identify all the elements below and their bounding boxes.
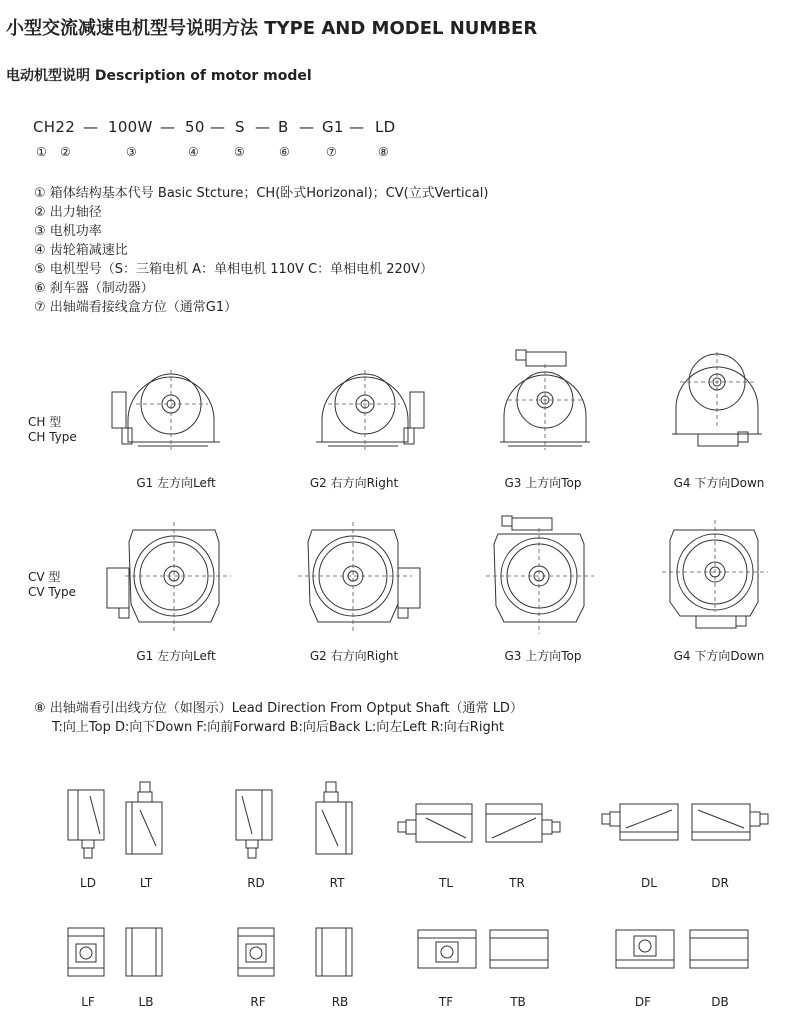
ch-type-label bbox=[28, 415, 77, 445]
lead-lt-label: LT bbox=[139, 876, 153, 890]
description-item: ② 出力轴径 bbox=[34, 205, 102, 220]
code-number: ⑤ bbox=[234, 145, 245, 159]
description-item: ① 箱体结构基本代号 Basic Stcture；CH(卧式Horizonal)；CV(立式Vertical) bbox=[34, 186, 489, 201]
ch-g4-caption: G4 下方向Down bbox=[673, 476, 765, 490]
lead-tr-diagram bbox=[482, 798, 566, 848]
ch-g3-caption: G3 上方向Top bbox=[504, 476, 582, 490]
cv-g1-caption: G1 左方向Left bbox=[136, 649, 216, 663]
lead-tb-diagram bbox=[486, 926, 552, 974]
code-part: CH22 bbox=[33, 118, 76, 136]
lead-dl-diagram bbox=[598, 798, 684, 848]
lead-db-diagram bbox=[686, 926, 752, 974]
code-dash: — bbox=[299, 118, 315, 136]
lead-rt-diagram bbox=[312, 780, 362, 862]
description-item: ④ 齿轮箱减速比 bbox=[34, 243, 128, 258]
cv-g2-caption: G2 右方向Right bbox=[309, 649, 399, 663]
code-dash: — bbox=[83, 118, 99, 136]
lead-tf-label: TF bbox=[438, 995, 454, 1009]
ch-g1-caption: G1 左方向Left bbox=[136, 476, 216, 490]
ch-g4-diagram bbox=[668, 352, 768, 450]
lead-tl-diagram bbox=[396, 798, 476, 848]
lead-dr-label: DR bbox=[711, 876, 729, 890]
lead-db-label: DB bbox=[711, 995, 729, 1009]
lead-lf-diagram bbox=[62, 924, 112, 980]
code-number: ⑥ bbox=[279, 145, 290, 159]
cv-g4-diagram bbox=[660, 520, 770, 638]
lead-rb-diagram bbox=[310, 924, 360, 980]
code-number: ⑧ bbox=[378, 145, 389, 159]
lead-rf-label: RF bbox=[250, 995, 266, 1009]
code-part: G1 bbox=[322, 118, 344, 136]
code-number: ① bbox=[36, 145, 47, 159]
ch-g2-caption: G2 右方向Right bbox=[309, 476, 399, 490]
code-number: ② bbox=[60, 145, 71, 159]
description-item: ③ 电机功率 bbox=[34, 224, 102, 239]
code-dash: — bbox=[255, 118, 271, 136]
lead-lf-label: LF bbox=[81, 995, 95, 1009]
page-title: 小型交流减速电机型号说明方法 TYPE AND MODEL NUMBER bbox=[6, 18, 538, 39]
code-number: ③ bbox=[126, 145, 137, 159]
cv-type-label-en: CV Type bbox=[28, 585, 76, 599]
cv-type-label bbox=[28, 570, 76, 600]
lead-rd-diagram bbox=[230, 786, 280, 864]
lead-ld-label: LD bbox=[80, 876, 96, 890]
cv-g3-caption: G3 上方向Top bbox=[504, 649, 582, 663]
lead-direction-title: ⑧ 出轴端看引出线方位（如图示）Lead Direction From Optput Shaft（通常 LD） bbox=[34, 701, 523, 716]
cv-g2-diagram bbox=[290, 522, 430, 632]
code-dash: — bbox=[349, 118, 365, 136]
lead-df-diagram bbox=[612, 926, 678, 974]
ch-g3-diagram bbox=[498, 346, 598, 450]
lead-lb-diagram bbox=[120, 924, 170, 980]
description-item: ⑤ 电机型号（S：三箱电机 A：单相电机 110V C：单相电机 220V） bbox=[34, 262, 433, 277]
code-part: S bbox=[235, 118, 245, 136]
lead-tb-label: TB bbox=[510, 995, 526, 1009]
lead-ld-diagram bbox=[60, 786, 110, 864]
cv-g1-diagram bbox=[95, 522, 245, 632]
code-dash: — bbox=[160, 118, 176, 136]
lead-dr-diagram bbox=[688, 798, 776, 848]
lead-lt-diagram bbox=[120, 780, 170, 862]
description-item: ⑦ 出轴端看接线盒方位（通常G1） bbox=[34, 300, 238, 315]
lead-df-label: DF bbox=[634, 995, 652, 1009]
lead-tl-label: TL bbox=[438, 876, 454, 890]
code-part: LD bbox=[375, 118, 396, 136]
code-number: ⑦ bbox=[326, 145, 337, 159]
lead-direction-legend: T:向上Top D:向下Down F:向前Forward B:向后Back L:向左Left R:向右Right bbox=[52, 720, 505, 735]
code-part: B bbox=[278, 118, 289, 136]
cv-g3-diagram bbox=[486, 514, 596, 634]
lead-tr-label: TR bbox=[509, 876, 525, 890]
lead-rd-label: RD bbox=[247, 876, 265, 890]
lead-rb-label: RB bbox=[331, 995, 349, 1009]
ch-g2-diagram bbox=[308, 370, 428, 450]
description-item: ⑥ 刹车器（制动器） bbox=[34, 281, 154, 296]
lead-lb-label: LB bbox=[138, 995, 154, 1009]
code-number: ④ bbox=[188, 145, 199, 159]
code-part: 100W bbox=[108, 118, 153, 136]
lead-dl-label: DL bbox=[641, 876, 657, 890]
cv-g4-caption: G4 下方向Down bbox=[673, 649, 765, 663]
code-part: 50 bbox=[185, 118, 205, 136]
ch-type-label-cn: CH 型 bbox=[28, 415, 62, 429]
ch-g1-diagram bbox=[108, 370, 228, 450]
lead-tf-diagram bbox=[414, 926, 480, 974]
lead-rf-diagram bbox=[232, 924, 282, 980]
lead-rt-label: RT bbox=[329, 876, 345, 890]
ch-type-label-en: CH Type bbox=[28, 430, 77, 444]
section-subtitle: 电动机型说明 Description of motor model bbox=[6, 68, 312, 84]
code-dash: — bbox=[210, 118, 226, 136]
cv-type-label-cn: CV 型 bbox=[28, 570, 61, 584]
